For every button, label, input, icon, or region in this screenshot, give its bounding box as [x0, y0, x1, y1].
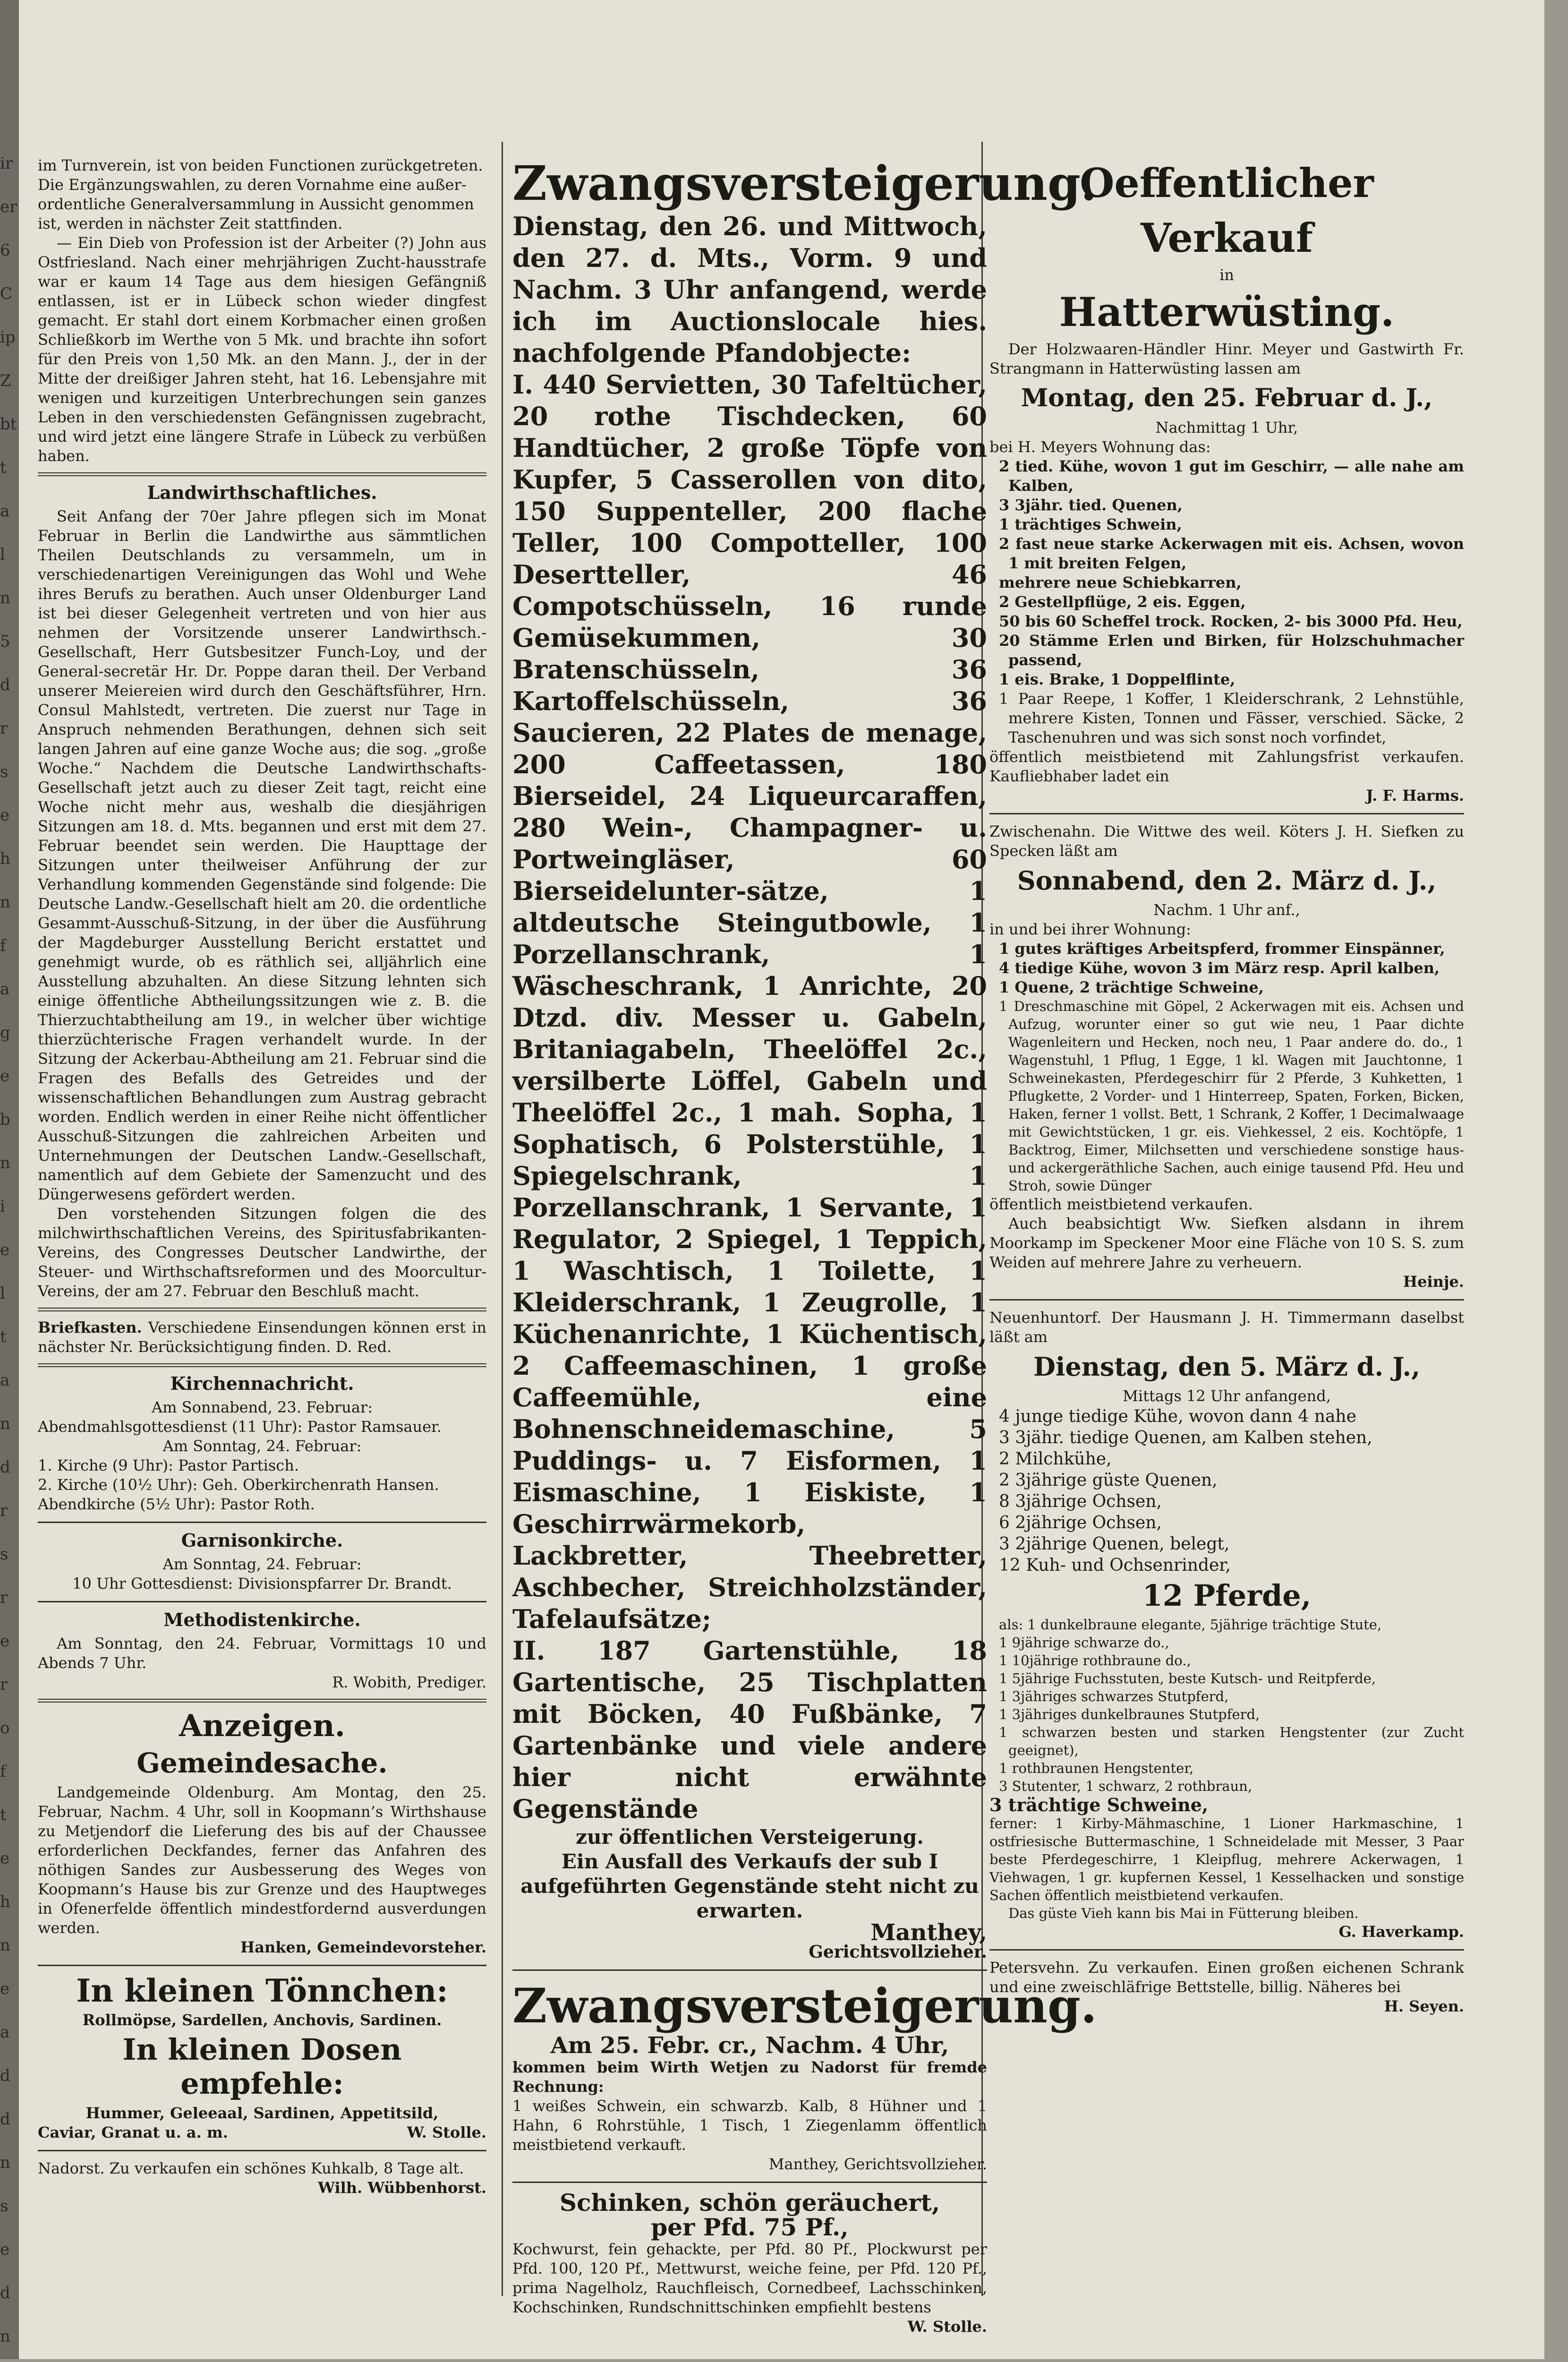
community-heading: Gemeindesache. — [136, 1747, 388, 1779]
text-line: Die Ergänzungswahlen, zu deren Vornahme eine außer- — [38, 176, 467, 194]
ads-heading: Anzeigen. — [179, 1708, 345, 1744]
letterbox-label: Briefkasten. — [38, 1318, 142, 1336]
methodist-text: Am Sonntag, den 24. Februar, Vormittags 10 und Abends 7 Uhr. — [38, 1635, 486, 1672]
list-item: 1 schwarzen besten und starken Hengstenter (zur Zucht geeignet), — [999, 1724, 1464, 1758]
list-item: 8 3jährige Ochsen, — [999, 1492, 1162, 1511]
list-item: 4 tiedige Kühe, wovon 3 im März resp. April kalben, — [999, 959, 1440, 977]
ham-text: Kochwurst, fein gehackte, per Pfd. 80 Pf., Plockwurst per Pfd. 100, 120 Pf., Mettwurst, weiche feine, per Pfd. 120 Pf., prima Nagelholz, Rauchfleisch, Cornedbeef, Lachsschinken, Kochschinken, Rundschnittschinken empfiehlt bestens — [512, 2240, 987, 2316]
church-line: 2. Kirche (10½ Uhr): Geh. Oberkirchenrath Hansen. — [38, 1476, 439, 1494]
calf-ad-signature: Wilh. Wübbenhorst. — [318, 2179, 486, 2197]
sale-date: Montag, den 25. Februar d. J., — [1021, 384, 1433, 412]
sale-items — [989, 457, 1464, 747]
church-line: Am Sonnabend, 23. Februar: — [152, 1398, 373, 1416]
column-rule — [502, 142, 503, 2296]
list-item: 2 tied. Kühe, wovon 1 gut im Geschirr, — alle nahe am Kalben, — [999, 457, 1464, 495]
auction-tail-2: Ein Ausfall des Verkaufs der sub I aufgeführten Gegenstände steht nicht zu erwarten. — [520, 1850, 979, 1922]
neuenhuntorf-end: Das güste Vieh kann bis Mai in Fütterung bleiben. — [1008, 1905, 1359, 1921]
tins-signature: W. Stolle. — [407, 2123, 486, 2141]
pigs-heading: 3 trächtige Schweine, — [989, 1794, 1209, 1815]
horses-items — [989, 1616, 1464, 1795]
sale-location: bei H. Meyers Wohnung das: — [989, 438, 1211, 456]
agriculture-article-2: Den vorstehenden Sitzungen folgen die des milchwirthschaftlichen Vereins, des Spiritusfabrikanten-Vereins, des Congresses Deutscher Landwirthe, der Steuer- und Wirthschaftsreformen und des Moorcultur-Vereins, der am 27. Februar den Beschluß macht. — [38, 1205, 486, 1300]
bailiff-name: Manthey, — [870, 1919, 987, 1946]
list-item: 1 Dreschmaschine mit Göpel, 2 Ackerwagen mit eis. Achsen und Aufzug, worunter einer so gut wie neu, 1 Paar dichte Wagenleitern und Hecken, noch neu, 1 Paar andere do. do., 1 Wagenstuhl, 1 Pflug, 1 Egge, 1 kl. Wagen mit Jauchtonne, 1 Schweinekasten, Pferdegeschirr für 2 Pferde, 3 Kuhketten, 1 Pflugkette, 2 Vorder- und 1 Hinterreep, Spaten, Forken, Bicken, Haken, ferner 1 vollst. Bett, 1 Schrank, 2 Koffer, 1 Decimalwaage mit Gewichtstücken, 1 gr. eis. Viehkessel, 2 eis. Kochtöpfe, 1 Backtrog, Eimer, Milchsetten und verschiedene sonstige haus- und ackergeräthliche Sachen, auch einige tausend Pfd. Heu und Stroh, sowie Dünger — [999, 998, 1464, 1194]
sale-signature: J. F. Harms. — [1366, 787, 1464, 804]
list-item: 3 3jähr. tied. Quenen, — [999, 496, 1183, 514]
list-item: 2 fast neue starke Ackerwagen mit eis. Achsen, wovon 1 mit breiten Felgen, — [999, 535, 1464, 572]
auction2-sub: kommen beim Wirth Wetjen zu Nadorst für fremde Rechnung: — [512, 2058, 987, 2096]
list-item: 2 3jährige güste Quenen, — [999, 1471, 1218, 1490]
church-line: Abendmahlsgottesdienst (11 Uhr): Pastor Ramsauer. — [38, 1418, 442, 1436]
column-right — [989, 156, 1464, 2016]
zwischenahn-date: Sonnabend, den 2. März d. J., — [1017, 865, 1437, 896]
auction-heading: Zwangsversteigerung. — [512, 155, 1097, 211]
list-item: 1 3jähriges dunkelbraunes Stutpferd, — [999, 1706, 1260, 1722]
divider — [38, 1522, 486, 1523]
auction-heading-2: Zwangsversteigerung. — [512, 1978, 1097, 2034]
community-notice: Landgemeinde Oldenburg. Am Montag, den 25. Februar, Nachm. 4 Uhr, soll in Koopmann’s Wirthshause zu Metjendorf die Lieferung des bis auf der Chaussee erforderlichen Deckfandes, ferner das Anfahren des nöthigen Sandes zur Ausbesserung des Weges von Koopmann’s Hause bis zur Grenze und des Hauptweges in Ofenerfelde öffentlich mindestfordernd ausverdungen werden. — [38, 1783, 486, 1937]
bailiff-role: Gerichtsvollzieher. — [809, 1942, 987, 1962]
church-line: Am Sonntag, 24. Februar: — [162, 1555, 362, 1573]
sale-heading: Oeffentlicher Verkauf — [1080, 160, 1374, 261]
divider — [38, 1363, 486, 1367]
agriculture-heading: Landwirthschaftliches. — [147, 482, 377, 503]
community-signature: Hanken, Gemeindevorsteher. — [240, 1938, 486, 1956]
list-item: 1 Quene, 2 trächtige Schweine, — [999, 978, 1264, 996]
ham-price: per Pfd. 75 Pf., — [651, 2213, 849, 2241]
church-heading: Kirchennachricht. — [170, 1373, 354, 1394]
list-item: 1 rothbraunen Hengstenter, — [999, 1760, 1194, 1776]
horses-heading: 12 Pferde, — [1142, 1578, 1312, 1613]
ham-heading: Schinken, schön geräuchert, — [559, 2189, 940, 2217]
list-item: 1 eis. Brake, 1 Doppelflinte, — [999, 670, 1236, 688]
list-item: 2 Gestellpflüge, 2 eis. Eggen, — [999, 593, 1246, 611]
letterbox-text: Verschiedene Einsendungen können erst in nächster Nr. Berücksichtigung finden. D. Red. — [38, 1318, 487, 1356]
barrels-heading: In kleinen Tönnchen: — [76, 1972, 448, 2009]
zwischenahn-signature: Heinje. — [1403, 1273, 1464, 1291]
text-line: im Turnverein, ist von beiden Functionen zurückgetreten. — [38, 156, 483, 174]
list-item: 1 5jährige Fuchsstuten, beste Kutsch- und Reitpferde, — [999, 1670, 1376, 1686]
zwischenahn-intro: Zwischenahn. Die Wittwe des weil. Köters J. H. Siefken zu Specken läßt am — [989, 822, 1464, 860]
list-item: 1 gutes kräftiges Arbeitspferd, frommer Einspänner, — [999, 940, 1445, 958]
sale-time: Nachmittag 1 Uhr, — [1155, 419, 1298, 436]
tins-items-2: Caviar, Granat u. a. m. — [38, 2123, 228, 2141]
divider — [38, 1965, 486, 1966]
divider — [989, 1949, 1464, 1951]
church-line: Am Sonntag, 24. Februar: — [162, 1437, 362, 1455]
neuenhuntorf-items — [989, 1406, 1464, 1576]
divider — [512, 2182, 987, 2183]
auction2-signature: Manthey, Gerichtsvollzieher. — [768, 2155, 987, 2173]
list-item: 3 2jährige Quenen, belegt, — [999, 1534, 1230, 1554]
sale-in: in — [1219, 266, 1234, 284]
sale-intro: Der Holzwaaren-Händler Hinr. Meyer und Gastwirth Fr. Strangmann in Hatterwüsting lassen am — [989, 340, 1464, 377]
tins-heading: In kleinen Dosen empfehle: — [122, 2032, 402, 2101]
list-item: 1 10jährige rothbraune do., — [999, 1652, 1191, 1669]
neuenhuntorf-date: Dienstag, den 5. März d. J., — [1033, 1352, 1420, 1382]
calf-ad: Nadorst. Zu verkaufen ein schönes Kuhkalb, 8 Tage alt. — [38, 2159, 464, 2177]
zwischenahn-end: öffentlich meistbietend verkaufen. — [989, 1195, 1253, 1213]
letterbox-notice — [38, 1318, 486, 1357]
methodist-church-heading: Methodistenkirche. — [163, 1609, 361, 1630]
column-left — [38, 156, 486, 2198]
list-item: 1 3jähriges schwarzes Stutpferd, — [999, 1688, 1229, 1704]
zwischenahn-items — [989, 939, 1464, 1195]
zwischenahn-location: in und bei ihrer Wohnung: — [989, 920, 1191, 938]
list-item: 6 2jährige Ochsen, — [999, 1513, 1162, 1532]
neuenhuntorf-signature: G. Haverkamp. — [1338, 1923, 1464, 1941]
thief-article: — Ein Dieb von Profession ist der Arbeiter (?) John aus Ostfriesland. Nach einer mehrjährigen Zucht-hausstrafe war er kaum 14 Tage aus dem hiesigen Gefängniß entlassen, ist er in Lübeck schon wieder dingfest gemacht. Er stahl dort einem Korbmacher einen großen Schließkorb im Werthe von 5 Mk. und brachte ihn sofort für den Preis von 1,50 Mk. an den Mann. J., der in der Mitte der dreißiger Jahren steht, hat 16. Lebensjahre mit wenigen und kurzeitigen Unterbrechungen sein ganzes Leben in den verschiedensten Gefängnissen zugebracht, und wird jetzt eine längere Strafe in Lübeck zu verbüßen haben. — [38, 234, 486, 465]
list-item: 50 bis 60 Scheffel trock. Rocken, 2- bis 3000 Pfd. Heu, — [999, 612, 1463, 630]
auction-lead: Dienstag, den 26. und Mittwoch, den 27. d. Mts., Vorm. 9 und Nachm. 3 Uhr anfangend, werde ich im Auctionslocale hies. nachfolgende Pfandobjecte: — [512, 211, 987, 368]
list-item: 12 Kuh- und Ochsenrinder, — [999, 1556, 1231, 1575]
intro-lines — [38, 156, 486, 233]
sale-place: Hatterwüsting. — [1059, 289, 1395, 335]
text-line: ist, werden in nächster Zeit stattfinden. — [38, 214, 343, 232]
neuenhuntorf-further: ferner: 1 Kirby-Mähmaschine, 1 Lioner Harkmaschine, 1 ostfriesische Buttermaschine, 1 Schneidelade mit Messer, 3 Paar beste Pferdegeschirre, 1 Kleipflug, mehrere Ackerwagen, 1 Viehwagen, 1 gr. kupfernen Kessel, 1 Kesselhacken und sonstige Sachen öffentlich meistbietend verkaufen. — [989, 1815, 1464, 1903]
church-line: 10 Uhr Gottesdienst: Divisionspfarrer Dr. Brandt. — [72, 1575, 452, 1592]
sale-end: öffentlich meistbietend mit Zahlungsfrist verkaufen. Kaufliebhaber ladet ein — [989, 748, 1464, 785]
auction2-text: 1 weißes Schwein, ein schwarzb. Kalb, 8 Hühner und 1 Hahn, 6 Rohrstühle, 1 Tisch, 1 Ziegenlamm öffentlich meistbietend verkauft. — [512, 2097, 987, 2154]
divider — [989, 813, 1464, 814]
auction-items-1: I. 440 Servietten, 30 Tafeltücher, 20 rothe Tischdecken, 60 Handtücher, 2 große Töpfe von Kupfer, 5 Casserollen von dito, 150 Suppenteller, 200 flache Teller, 100 Compotteller, 100 Desertteller, 46 Compotschüsseln, 16 runde Gemüsekummen, 30 Bratenschüsseln, 36 Kartoffelschüsseln, 36 Saucieren, 22 Plates de menage, 200 Caffeetassen, 180 Bierseidel, 24 Liqueurcaraffen, 280 Wein-, Champagner- u. Portweingläser, 60 Bierseidelunter-sätze, 1 altdeutsche Steingutbowle, 1 Porzellanschrank, 1 Wäscheschrank, 1 Anrichte, 20 Dtzd. div. Messer u. Gabeln, Britaniagabeln, Theelöffel 2c., versilberte Löffel, Gabeln und Theelöffel 2c., 1 mah. Sopha, 1 Sophatisch, 6 Polsterstühle, 1 Spiegelschrank, 1 Porzellanschrank, 1 Servante, 1 Regulator, 2 Spiegel, 1 Teppich, 1 Waschtisch, 1 Toilette, 1 Kleiderschrank, 1 Zeugrolle, 1 Küchenanrichte, 1 Küchentisch, 2 Caffeemaschinen, 1 große Caffeemühle, eine Bohnenschneidemaschine, 5 Puddings- u. 7 Eisformen, 1 Eismaschine, 1 Eiskiste, 1 Geschirrwärmekorb, Lackbretter, Theebretter, Aschbecher, Streichholzständer, Tafelaufsätze; — [512, 369, 987, 1634]
garrison-church-heading: Garnisonkirche. — [181, 1530, 343, 1551]
divider — [38, 472, 486, 476]
agriculture-article: Seit Anfang der 70er Jahre pflegen sich im Monat Februar in Berlin die Landwirthe aus sämmtlichen Theilen Deutschlands zu versammeln, um in verschiedenartigen Vereinigungen das Wohl und Wehe ihres Berufs zu berathen. Auch unser Oldenburger Land ist bei dieser Gelegenheit vertreten und von hier aus nehmen der Vorsitzende unserer Landwirthsch.-Gesellschaft, Herr Gutsbesitzer Funch-Loy, und der General-secretär Hr. Dr. Poppe daran theil. Der Verband unserer Meiereien wird durch den Geschäftsführer, Hrn. Consul Mahlstedt, vertreten. Die zuerst nur Tage in Anspruch nehmenden Berathungen, dehnen sich seit langen Jahren auf eine ganze Woche aus; die sog. „große Woche.“ Nachdem die Deutsche Landwirthschafts-Gesellschaft jetzt auch zu dieser Zeit tagt, reicht eine Woche nicht mehr aus, weshalb die diesjährigen Sitzungen am 18. d. Mts. begannen und erst mit dem 27. Februar beendet sein werden. Die Haupttage der Sitzungen unter theilweiser Anführung der zur Verhandlung kommenden Gegenstände sind folgende: Die Deutsche Landw.-Gesellschaft hielt am 20. die ordentliche Gesammt-Ausschuß-Sitzung, in der über die Ausführung der Magdeburger Ausstellung Bericht erstattet und genehmigt wurde, ob es räthlich sei, alljährlich eine Ausstellung abzuhalten. An diese Sitzung lehnten sich einige öffentliche Abtheilungssitzungen wie z. B. die Thierzuchtabtheilung am 19., in welcher über wichtige thierzüchterische Fragen verhandelt wurde. In der Sitzung der Ackerbau-Abtheilung am 21. Februar sind die Fragen des Befalls des Getreides und der wissenschaftlichen Behandlungen zum Austrag gebracht worden. Endlich werden in einer Reihe nicht öffentlicher Ausschuß-Sitzungen die zahlreichen Arbeiten und Unternehmungen der Deutschen Landw.-Gesellschaft, namentlich auf dem Gebiete der Samenzucht und des Düngerwesens gefördert werden. — [38, 507, 486, 1203]
auction2-date: Am 25. Febr. cr., Nachm. 4 Uhr, — [550, 2032, 949, 2059]
divider — [38, 1601, 486, 1602]
petersvehn-ad: Petersvehn. Zu verkaufen. Einen großen eichenen Schrank und eine zweischläfrige Bettstelle, billig. Näheres bei — [989, 1959, 1464, 1996]
divider — [38, 1308, 486, 1311]
list-item: 3 Stutenter, 1 schwarz, 2 rothbraun, — [999, 1778, 1253, 1794]
tins-footer — [38, 2123, 486, 2142]
petersvehn-signature: H. Seyen. — [1384, 1997, 1464, 2015]
neuenhuntorf-time: Mittags 12 Uhr anfangend, — [1123, 1387, 1331, 1405]
list-item: 4 junge tiedige Kühe, wovon dann 4 nahe — [999, 1407, 1356, 1426]
text-line: ordentliche Generalversammlung in Aussicht genommen — [38, 195, 474, 213]
zwischenahn-time: Nachm. 1 Uhr anf., — [1153, 901, 1300, 919]
list-item: 1 Paar Reepe, 1 Koffer, 1 Kleiderschrank, 2 Lehnstühle, mehrere Kisten, Tonnen und Fässer, verschied. Säcke, 2 Taschenuhren und was sich sonst noch vorfindet, — [999, 690, 1464, 746]
divider — [38, 1699, 486, 1703]
tins-items: Hummer, Geleeaal, Sardinen, Appetitsild, — [85, 2104, 439, 2122]
methodist-signature: R. Wobith, Prediger. — [332, 1673, 486, 1691]
divider — [38, 2150, 486, 2151]
ham-signature: W. Stolle. — [907, 2318, 987, 2336]
list-item: 20 Stämme Erlen und Birken, für Holzschuhmacher passend, — [999, 632, 1464, 669]
church-line: Abendkirche (5½ Uhr): Pastor Roth. — [38, 1495, 315, 1513]
list-item: mehrere neue Schiebkarren, — [999, 573, 1242, 591]
church-line: 1. Kirche (9 Uhr): Pastor Partisch. — [38, 1456, 299, 1474]
divider — [512, 1969, 987, 1971]
auction-items-2: II. 187 Gartenstühle, 18 Gartentische, 25 Tischplatten mit Böcken, 40 Fußbänke, 7 Gartenbänke und viele andere hier nicht erwähnte Gegenstände — [512, 1635, 987, 1824]
zwischenahn-end-2: Auch beabsichtigt Ww. Siefken alsdann in ihrem Moorkamp im Speckener Moor eine Fläche von 10 S. S. zum Weiden auf mehrere Jahre zu verheuern. — [989, 1215, 1464, 1271]
divider — [989, 1299, 1464, 1301]
list-item: 1 trächtiges Schwein, — [999, 515, 1182, 533]
previous-page-edge: ir er 6 C ip Z bt t a l n 5 d r s e h n f a g e b n i e l t a n d r s r e r o f t e h n e a d d n s e d n — [0, 154, 17, 2346]
neuenhuntorf-intro: Neuenhuntorf. Der Hausmann J. H. Timmermann daselbst läßt am — [989, 1309, 1464, 1346]
auction-tail: zur öffentlichen Versteigerung. — [576, 1825, 924, 1849]
list-item: als: 1 dunkelbraune elegante, 5jährige trächtige Stute, — [999, 1617, 1382, 1633]
barrels-items: Rollmöpse, Sardellen, Anchovis, Sardinen. — [82, 2011, 442, 2029]
list-item: 2 Milchkühe, — [999, 1449, 1112, 1469]
list-item: 1 9jährige schwarze do., — [999, 1635, 1169, 1651]
list-item: 3 3jähr. tiedige Quenen, am Kalben stehen, — [999, 1428, 1372, 1447]
